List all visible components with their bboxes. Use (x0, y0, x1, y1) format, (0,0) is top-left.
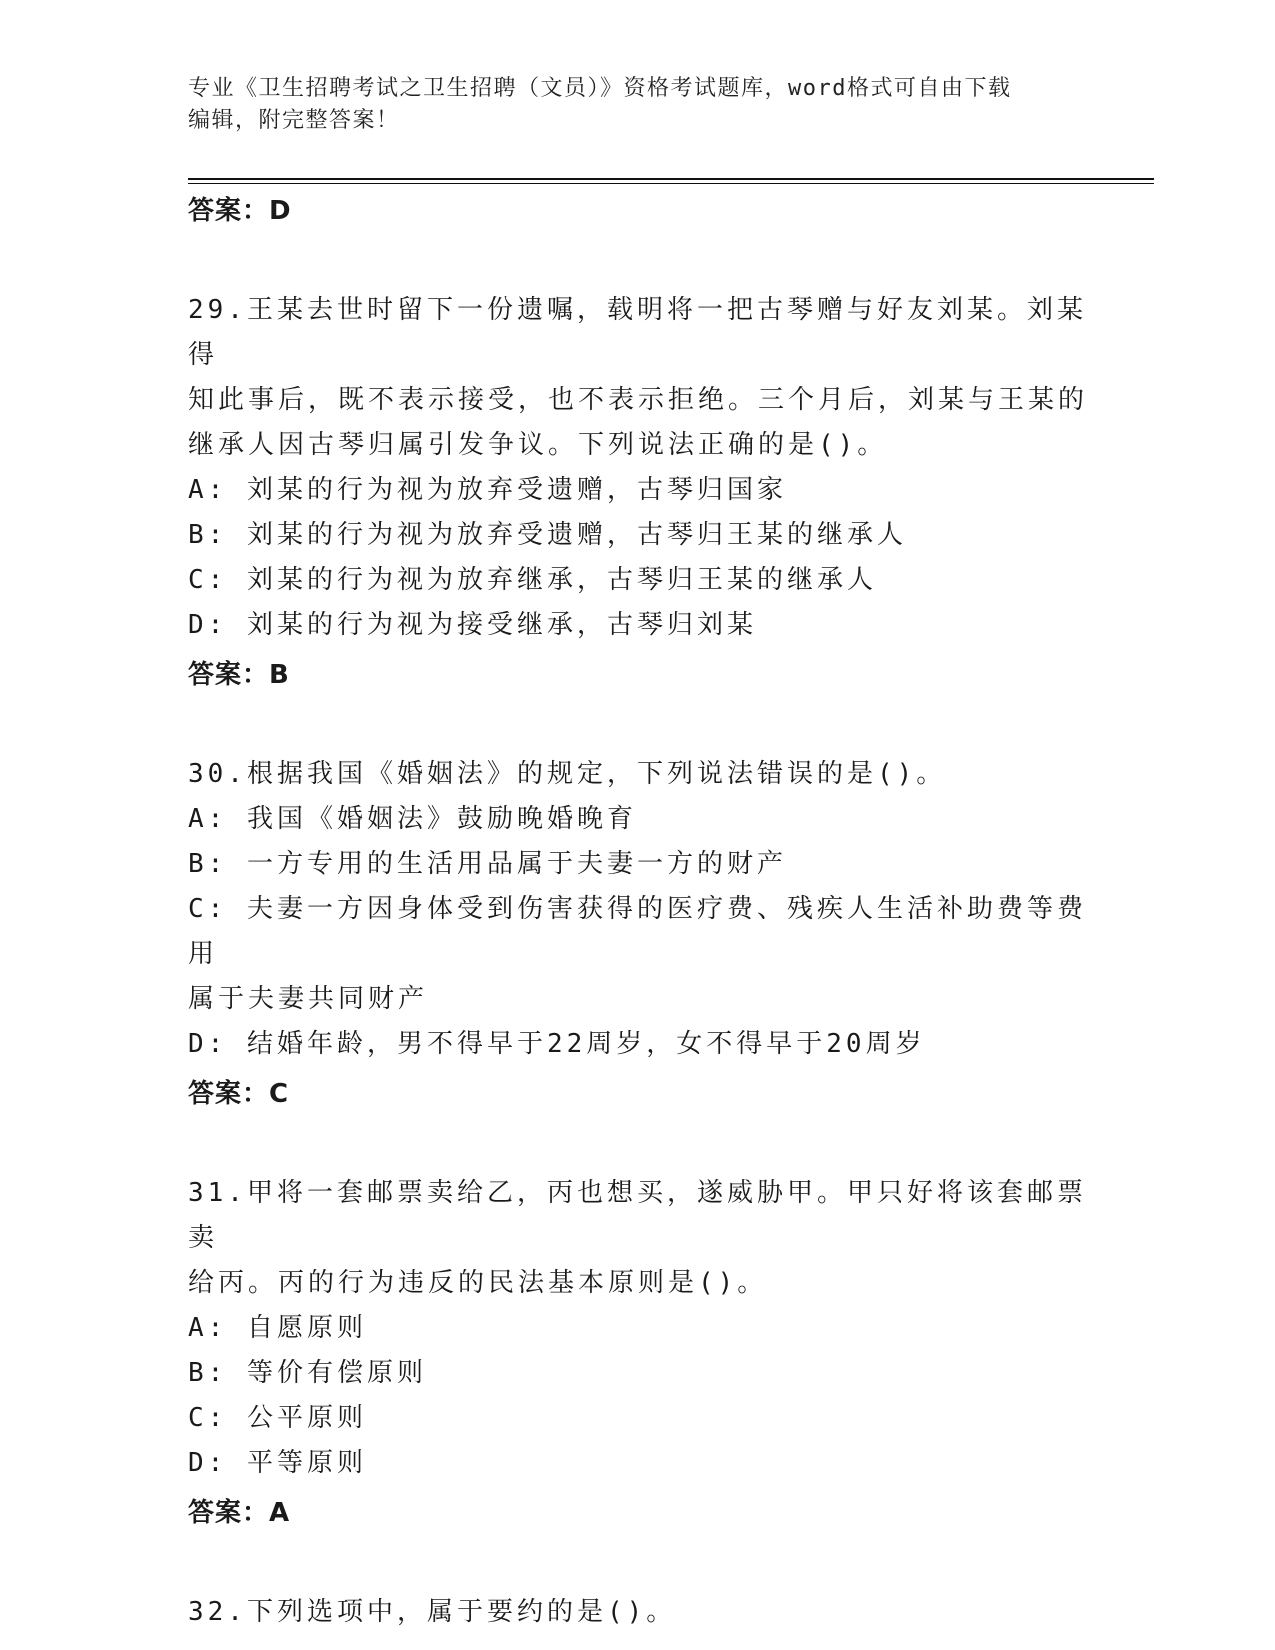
question-stem-line: 继承人因古琴归属引发争议。下列说法正确的是()。 (188, 430, 888, 460)
option-line: D: 平等原则 (188, 1448, 367, 1478)
options-list (188, 468, 1088, 648)
question-block (188, 288, 1088, 698)
option-line: C: 公平原则 (188, 1403, 367, 1433)
answer-label: 答案：A (188, 1498, 291, 1528)
header-divider (188, 178, 1154, 180)
document-body (188, 188, 1088, 1635)
question-stem-line: 31.甲将一套邮票卖给乙，丙也想买，遂威胁甲。甲只好将该套邮票卖 (188, 1178, 1087, 1253)
document-header (188, 73, 1088, 137)
option-line: 属于夫妻共同财产 (188, 984, 429, 1014)
option-line: A: 自愿原则 (188, 1313, 367, 1343)
options-list (188, 1306, 1088, 1486)
answer-label: 答案：B (188, 660, 290, 690)
question-block (188, 752, 1088, 1117)
option-line: C: 夫妻一方因身体受到伤害获得的医疗费、残疾人生活补助费等费用 (188, 894, 1087, 969)
option-line: B: 等价有偿原则 (188, 1358, 427, 1388)
option-line: A: 我国《婚姻法》鼓励晚婚晚育 (188, 804, 637, 834)
question-stem-line: 29.王某去世时留下一份遗嘱，载明将一把古琴赠与好友刘某。刘某得 (188, 295, 1087, 370)
options-list (188, 797, 1088, 1067)
option-line: B: 一方专用的生活用品属于夫妻一方的财产 (188, 849, 787, 879)
option-line: A: 刘某的行为视为放弃受遗赠，古琴归国家 (188, 475, 787, 505)
question-stem-line: 30.根据我国《婚姻法》的规定，下列说法错误的是()。 (188, 759, 947, 789)
question-block (188, 1171, 1088, 1536)
option-line: C: 刘某的行为视为放弃继承，古琴归王某的继承人 (188, 565, 877, 595)
question-stem-line: 给丙。丙的行为违反的民法基本原则是()。 (188, 1268, 768, 1298)
answer-label: 答案：D (188, 196, 292, 226)
header-line-1: 专业《卫生招聘考试之卫生招聘（文员）》资格考试题库，word格式可自由下载 (188, 76, 1012, 101)
header-divider-thin (188, 183, 1154, 184)
option-line: B: 刘某的行为视为放弃受遗赠，古琴归王某的继承人 (188, 520, 907, 550)
question-stem-line: 32.下列选项中，属于要约的是()。 (188, 1597, 677, 1627)
question-stem-line: 知此事后，既不表示接受，也不表示拒绝。三个月后，刘某与王某的 (188, 385, 1089, 415)
answer-label: 答案：C (188, 1079, 290, 1109)
option-line: D: 刘某的行为视为接受继承，古琴归刘某 (188, 610, 757, 640)
header-line-2: 编辑，附完整答案！ (188, 108, 400, 133)
question-block (188, 1590, 1088, 1635)
option-line: D: 结婚年龄，男不得早于22周岁，女不得早于20周岁 (188, 1029, 926, 1059)
